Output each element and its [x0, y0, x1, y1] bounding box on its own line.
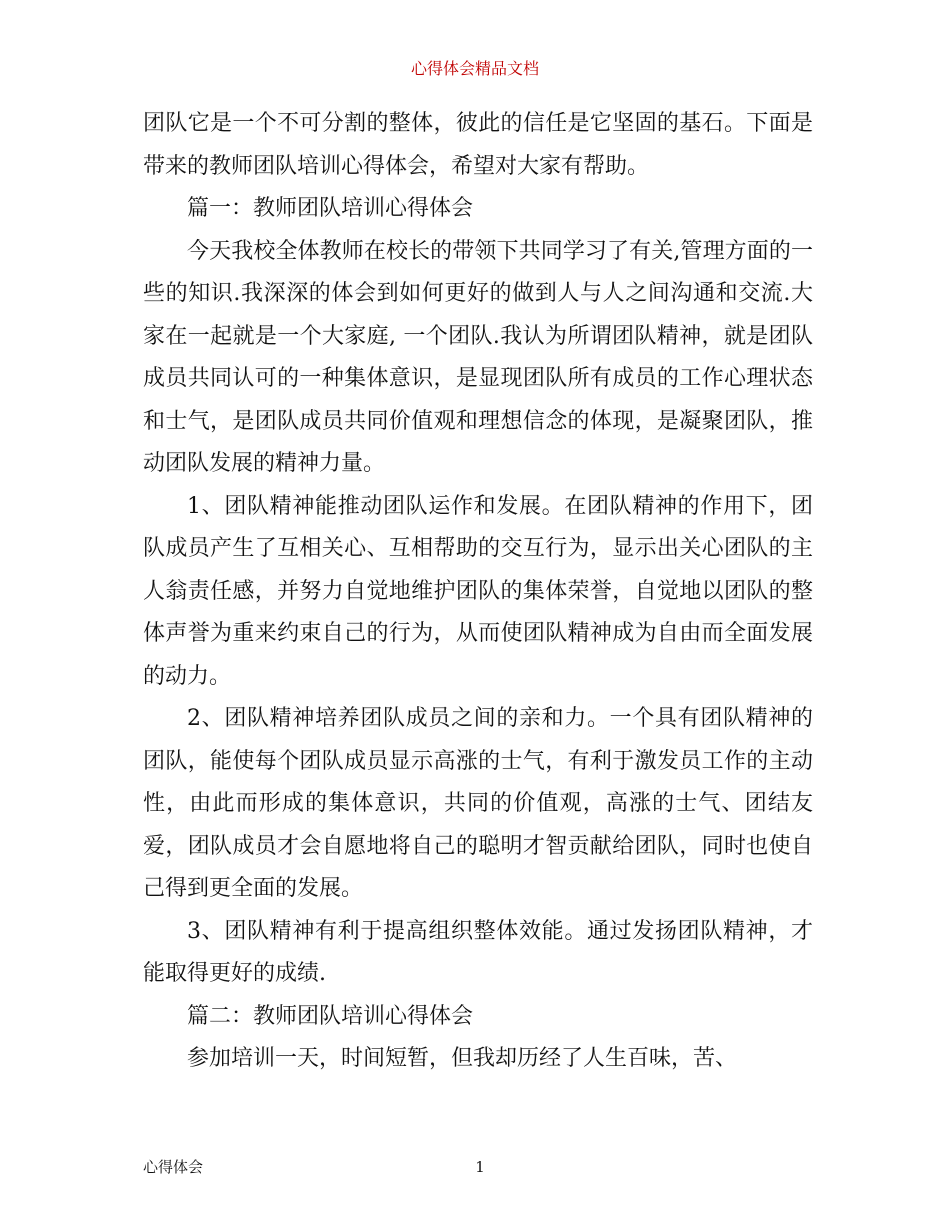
- document-body: [143, 103, 813, 1081]
- page-number: 1: [475, 1158, 485, 1176]
- section-heading-1: 篇一：教师团队培训心得体会: [187, 196, 474, 221]
- body-paragraph-point-2: 2、团队精神培养团队成员之间的亲和力。一个具有团队精神的团队，能使每个团队成员显示高涨的士气，有利于激发员工作的主动性，由此而形成的集体意识，共同的价值观，高涨的士气、团结友爱，团队成员才会自愿地将自己的聪明才智贡献给团队，同时也使自己得到更全面的发展。: [143, 706, 813, 901]
- document-header-title: 心得体会精品文档: [410, 59, 539, 78]
- body-paragraph-section-2: 参加培训一天，时间短暂，但我却历经了人生百味，苦、: [187, 1046, 738, 1071]
- body-paragraph-point-1: 1、团队精神能推动团队运作和发展。在团队精神的作用下，团队成员产生了互相关心、互相帮助的交互行为，显示出关心团队的主人翁责任感，并努力自觉地维护团队的集体荣誉，自觉地以团队的整体声誉为重来约束自己的行为，从而使团队精神成为自由而全面发展的动力。: [143, 493, 813, 689]
- body-paragraph-point-3: 3、团队精神有利于提高组织整体效能。通过发扬团队精神，才能取得更好的成绩.: [143, 918, 813, 986]
- body-paragraph: 今天我校全体教师在校长的带领下共同学习了有关,管理方面的一些的知识.我深深的体会到如何更好的做到人与人之间沟通和交流.大家在一起就是一个大家庭, 一个团队.我认为所谓团队精神，就是团队成员共同认可的一种集体意识，是显现团队所有成员的工作心理状态和士气，是团队成员共同价值观和理想信念的体现，是凝聚团队，推动团队发展的精神力量。: [143, 238, 813, 476]
- footer-label: 心得体会: [143, 1158, 204, 1176]
- intro-paragraph: 团队它是一个不可分割的整体，彼此的信任是它坚固的基石。下面是带来的教师团队培训心得体会，希望对大家有帮助。: [143, 111, 813, 179]
- section-heading-2: 篇二：教师团队培训心得体会: [187, 1003, 474, 1029]
